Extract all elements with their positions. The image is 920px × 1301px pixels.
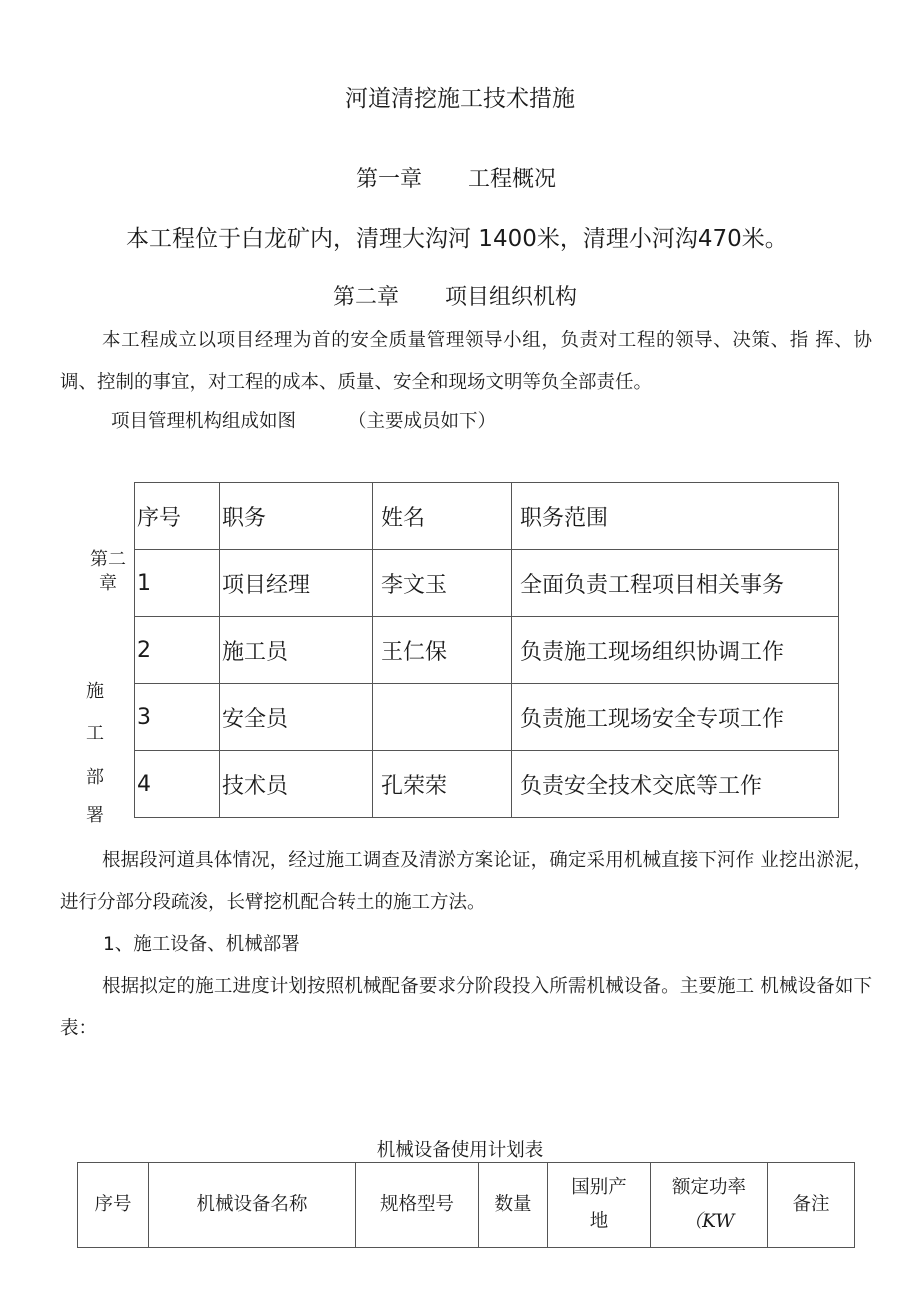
- document-title: 河道清挖施工技术措施: [345, 86, 575, 112]
- header-line: 额定功率: [671, 1177, 746, 1198]
- org-chart-note: （主要成员如下）: [348, 411, 497, 432]
- table-header-row: [78, 1163, 855, 1248]
- table-cell: 孔荣荣: [373, 751, 512, 818]
- table-row: [135, 617, 839, 684]
- table-cell: 项目经理: [220, 550, 373, 617]
- paragraph-organization: 本工程成立以项目经理为首的安全质量管理领导小组，负责对工程的领导、决策、指 挥、协调、控制的事宜，对工程的成本、质量、安全和现场文明等负全部责任。: [60, 330, 872, 393]
- staff-table: [134, 482, 839, 818]
- header-cell: 数量: [479, 1163, 548, 1248]
- header-cell: 序号: [135, 483, 220, 550]
- header-cell: 规格型号: [356, 1163, 479, 1248]
- table-cell: 3: [135, 684, 220, 751]
- side-label-char: 部: [86, 767, 104, 788]
- equipment-table-title: 机械设备使用计划表: [376, 1140, 544, 1161]
- table-cell: 负责施工现场组织协调工作: [512, 617, 839, 684]
- table-cell: 施工员: [220, 617, 373, 684]
- paragraph-method: 根据段河道具体情况，经过施工调查及清淤方案论证，确定采用机械直接下河作 业挖出淤泥，进行分部分段疏浚，长臂挖机配合转土的施工方法。: [60, 850, 872, 913]
- header-line: 国别产: [571, 1177, 627, 1198]
- table-cell: 1: [135, 550, 220, 617]
- header-cell: 姓名: [373, 483, 512, 550]
- header-cell-origin: [548, 1163, 651, 1248]
- side-label-chapter: 第二章: [90, 549, 126, 594]
- table-cell: 负责施工现场安全专项工作: [512, 684, 839, 751]
- table-cell: 技术员: [220, 751, 373, 818]
- chapter1-name: 工程概况: [468, 167, 557, 192]
- table-row: [135, 751, 839, 818]
- table-cell: 李文玉: [373, 550, 512, 617]
- chapter1-label: 第一章: [356, 167, 423, 192]
- side-label-char: 署: [86, 805, 104, 826]
- chapter2-name: 项目组织机构: [445, 285, 578, 310]
- side-label-char: 工: [86, 723, 104, 744]
- table-cell: 4: [135, 751, 220, 818]
- table-cell: 王仁保: [373, 617, 512, 684]
- table-cell: 2: [135, 617, 220, 684]
- header-line: （KW: [683, 1211, 735, 1232]
- chapter1-heading: [356, 162, 556, 193]
- header-line: 地: [589, 1211, 609, 1232]
- equipment-table: [77, 1162, 855, 1248]
- table-row: [135, 550, 839, 617]
- org-chart-text: 项目管理机构组成如图: [111, 411, 297, 432]
- paragraph-equipment: 根据拟定的施工进度计划按照机械配备要求分阶段投入所需机械设备。主要施工 机械设备如下表：: [60, 976, 872, 1039]
- header-cell-power: [651, 1163, 768, 1248]
- side-label-char: 施: [86, 681, 104, 702]
- table-cell: 全面负责工程项目相关事务: [512, 550, 839, 617]
- header-cell: 序号: [78, 1163, 149, 1248]
- section-heading: 1、施工设备、机械部署: [103, 934, 300, 955]
- table-cell: 安全员: [220, 684, 373, 751]
- org-chart-caption: [111, 407, 496, 433]
- chapter2-heading: [333, 280, 577, 311]
- table-cell: [373, 684, 512, 751]
- table-header-row: [135, 483, 839, 550]
- header-cell: 职务范围: [512, 483, 839, 550]
- header-cell: 备注: [768, 1163, 855, 1248]
- table-cell: 负责安全技术交底等工作: [512, 751, 839, 818]
- header-cell: 机械设备名称: [149, 1163, 356, 1248]
- header-cell: 职务: [220, 483, 373, 550]
- intro-sentence: 本工程位于白龙矿内，清理大沟河 1400米，清理小河沟470米。: [126, 226, 788, 252]
- table-row: [135, 684, 839, 751]
- chapter2-label: 第二章: [333, 285, 400, 310]
